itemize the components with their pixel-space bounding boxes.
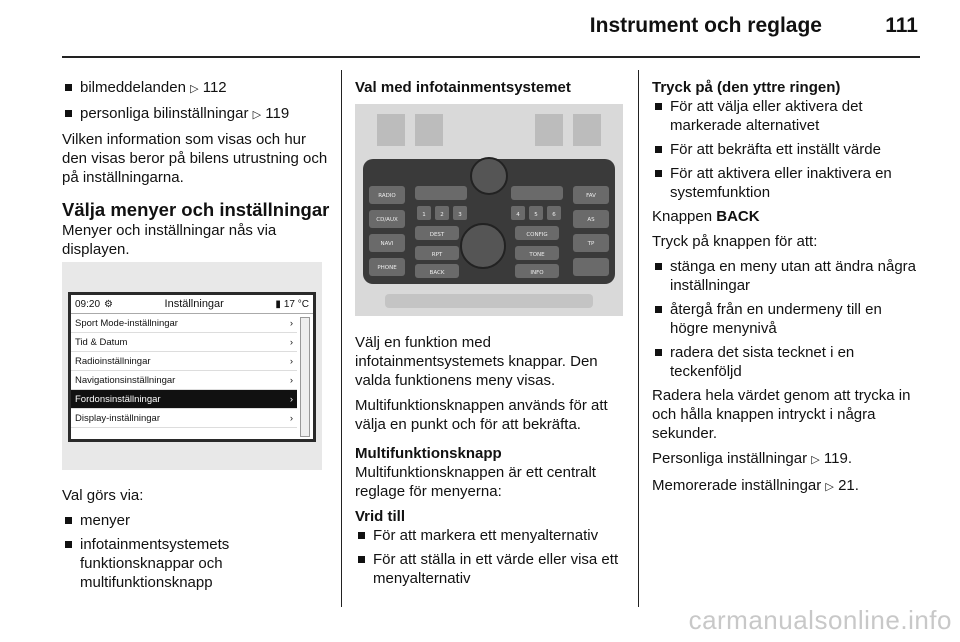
section-subheading: Vrid till [355,508,406,525]
menu-row: Navigationsinställningar › [71,371,297,390]
console-label: CD/AUX [376,217,398,223]
settings-icon: ⚙ [104,298,113,310]
paragraph: Multifunktionsknappen är ett centralt reglage för menyerna: [355,464,596,500]
console-label: 2 [440,212,444,218]
menu-row: Display-inställningar › [71,409,297,428]
bullet-item: bilmeddelanden ▷ 112 [62,78,330,99]
console-label: DEST [429,232,445,238]
console-label: AS [587,217,595,223]
ref-arrow-icon: ▷ [190,83,199,95]
section-subheading: Val med infotainmentsystemet [355,79,571,96]
column-3 [652,78,924,503]
bullet-item: menyer [62,511,330,530]
paragraph: Multifunktionsknappen används för att välja en punkt och för att bekräfta. [355,397,608,433]
chevron-right-icon: › [289,374,293,386]
display-header [71,295,313,314]
paragraph: Menyer och inställningar nås via displayen. [62,222,277,258]
console-label: TP [587,241,595,247]
bullet-item: För att ställa in ett värde eller visa ett menyalternativ [355,550,627,588]
chevron-right-icon: › [289,317,293,329]
ref-arrow-icon: ▷ [825,481,834,493]
menu-row: Radioinställningar › [71,352,297,371]
infotainment-console-figure [355,104,623,316]
console-label: CONFIG [526,232,548,238]
bullet-item: stänga en meny utan att ändra några inställningar [652,257,924,295]
console-label: TONE [529,252,545,258]
console-label: INFO [530,270,544,276]
bullet-item: personliga bilinställningar ▷ 119 [62,104,330,125]
section-subheading: Multifunktionsknapp [355,445,502,462]
watermark: carmanualsonline.info [688,605,952,635]
console-label: 6 [552,212,556,218]
console-label: 3 [458,212,462,218]
column-1-bottom [62,486,330,597]
menu-row-selected: Fordonsinställningar › [71,390,297,409]
column-divider-2 [638,70,639,607]
display-bezel [68,292,316,442]
paragraph: Vilken information som visas och hur den visas beror på bilens utrustning och på inställningarna. [62,131,328,186]
display-time: 09:20 [75,298,101,310]
header-rule [62,56,920,58]
ref-arrow-icon: ▷ [811,454,820,466]
bullet-item: infotainmentsystemets funktionsknappar och multifunktionsknapp [62,535,330,592]
console-label: FAV [586,193,596,199]
paragraph: Personliga inställningar ▷ 119. [652,450,852,467]
bullet-item: radera det sista tecknet i en teckenföljd [652,343,924,381]
column-1 [62,78,330,265]
paragraph: Tryck på knappen för att: [652,233,818,250]
display-screen-figure [62,262,322,470]
console-label: BACK [429,270,445,276]
console-label: 5 [534,212,538,218]
paragraph: Val görs via: [62,487,144,504]
console-label: RPT [431,252,443,258]
console-drawing [355,104,623,316]
display-scrollbar [300,317,310,437]
bullet-item: För att välja eller aktivera det markerade alternativet [652,97,924,135]
ref-arrow-icon: ▷ [252,109,262,121]
console-label: NAVI [380,241,394,247]
bullet-item: För att bekräfta ett inställt värde [652,140,924,159]
bullet-item: För att markera ett menyalternativ [355,526,627,545]
back-button-label: BACK [716,208,760,225]
console-label: 1 [422,212,426,218]
paragraph: Knappen BACK [652,208,760,225]
page-number: 111 [885,14,918,37]
chevron-right-icon: › [289,336,293,348]
bullet-item: För att aktivera eller inaktivera en systemfunktion [652,164,924,202]
section-subheading: Tryck på (den yttre ringen) [652,79,841,96]
console-label: RADIO [378,193,396,199]
column-divider-1 [341,70,342,607]
paragraph: Välj en funktion med infotainmentsystemets knappar. Den valda funktionens meny visas. [355,334,598,389]
chevron-right-icon: › [289,393,293,405]
display-title: Inställningar [164,298,224,310]
chevron-right-icon: › [289,412,293,424]
paragraph: Radera hela värdet genom att trycka in och hålla knappen intryckt i några sekunder. [652,387,911,442]
menu-row: Tid & Datum › [71,333,297,352]
console-label: PHONE [377,265,397,271]
paragraph: Memorerade inställningar ▷ 21. [652,477,859,494]
menu-row: Sport Mode-inställningar › [71,314,297,333]
section-heading: Välja menyer och inställningar [62,199,330,220]
temperature-icon: ▮ [275,298,281,310]
bullet-item: återgå från en undermeny till en högre menynivå [652,300,924,338]
display-temperature: 17 °C [283,298,309,310]
console-label: 4 [516,212,520,218]
chevron-right-icon: › [289,355,293,367]
column-2-top [355,78,627,97]
column-2-bottom [355,333,627,593]
page-header-title: Instrument och reglage [589,14,822,37]
